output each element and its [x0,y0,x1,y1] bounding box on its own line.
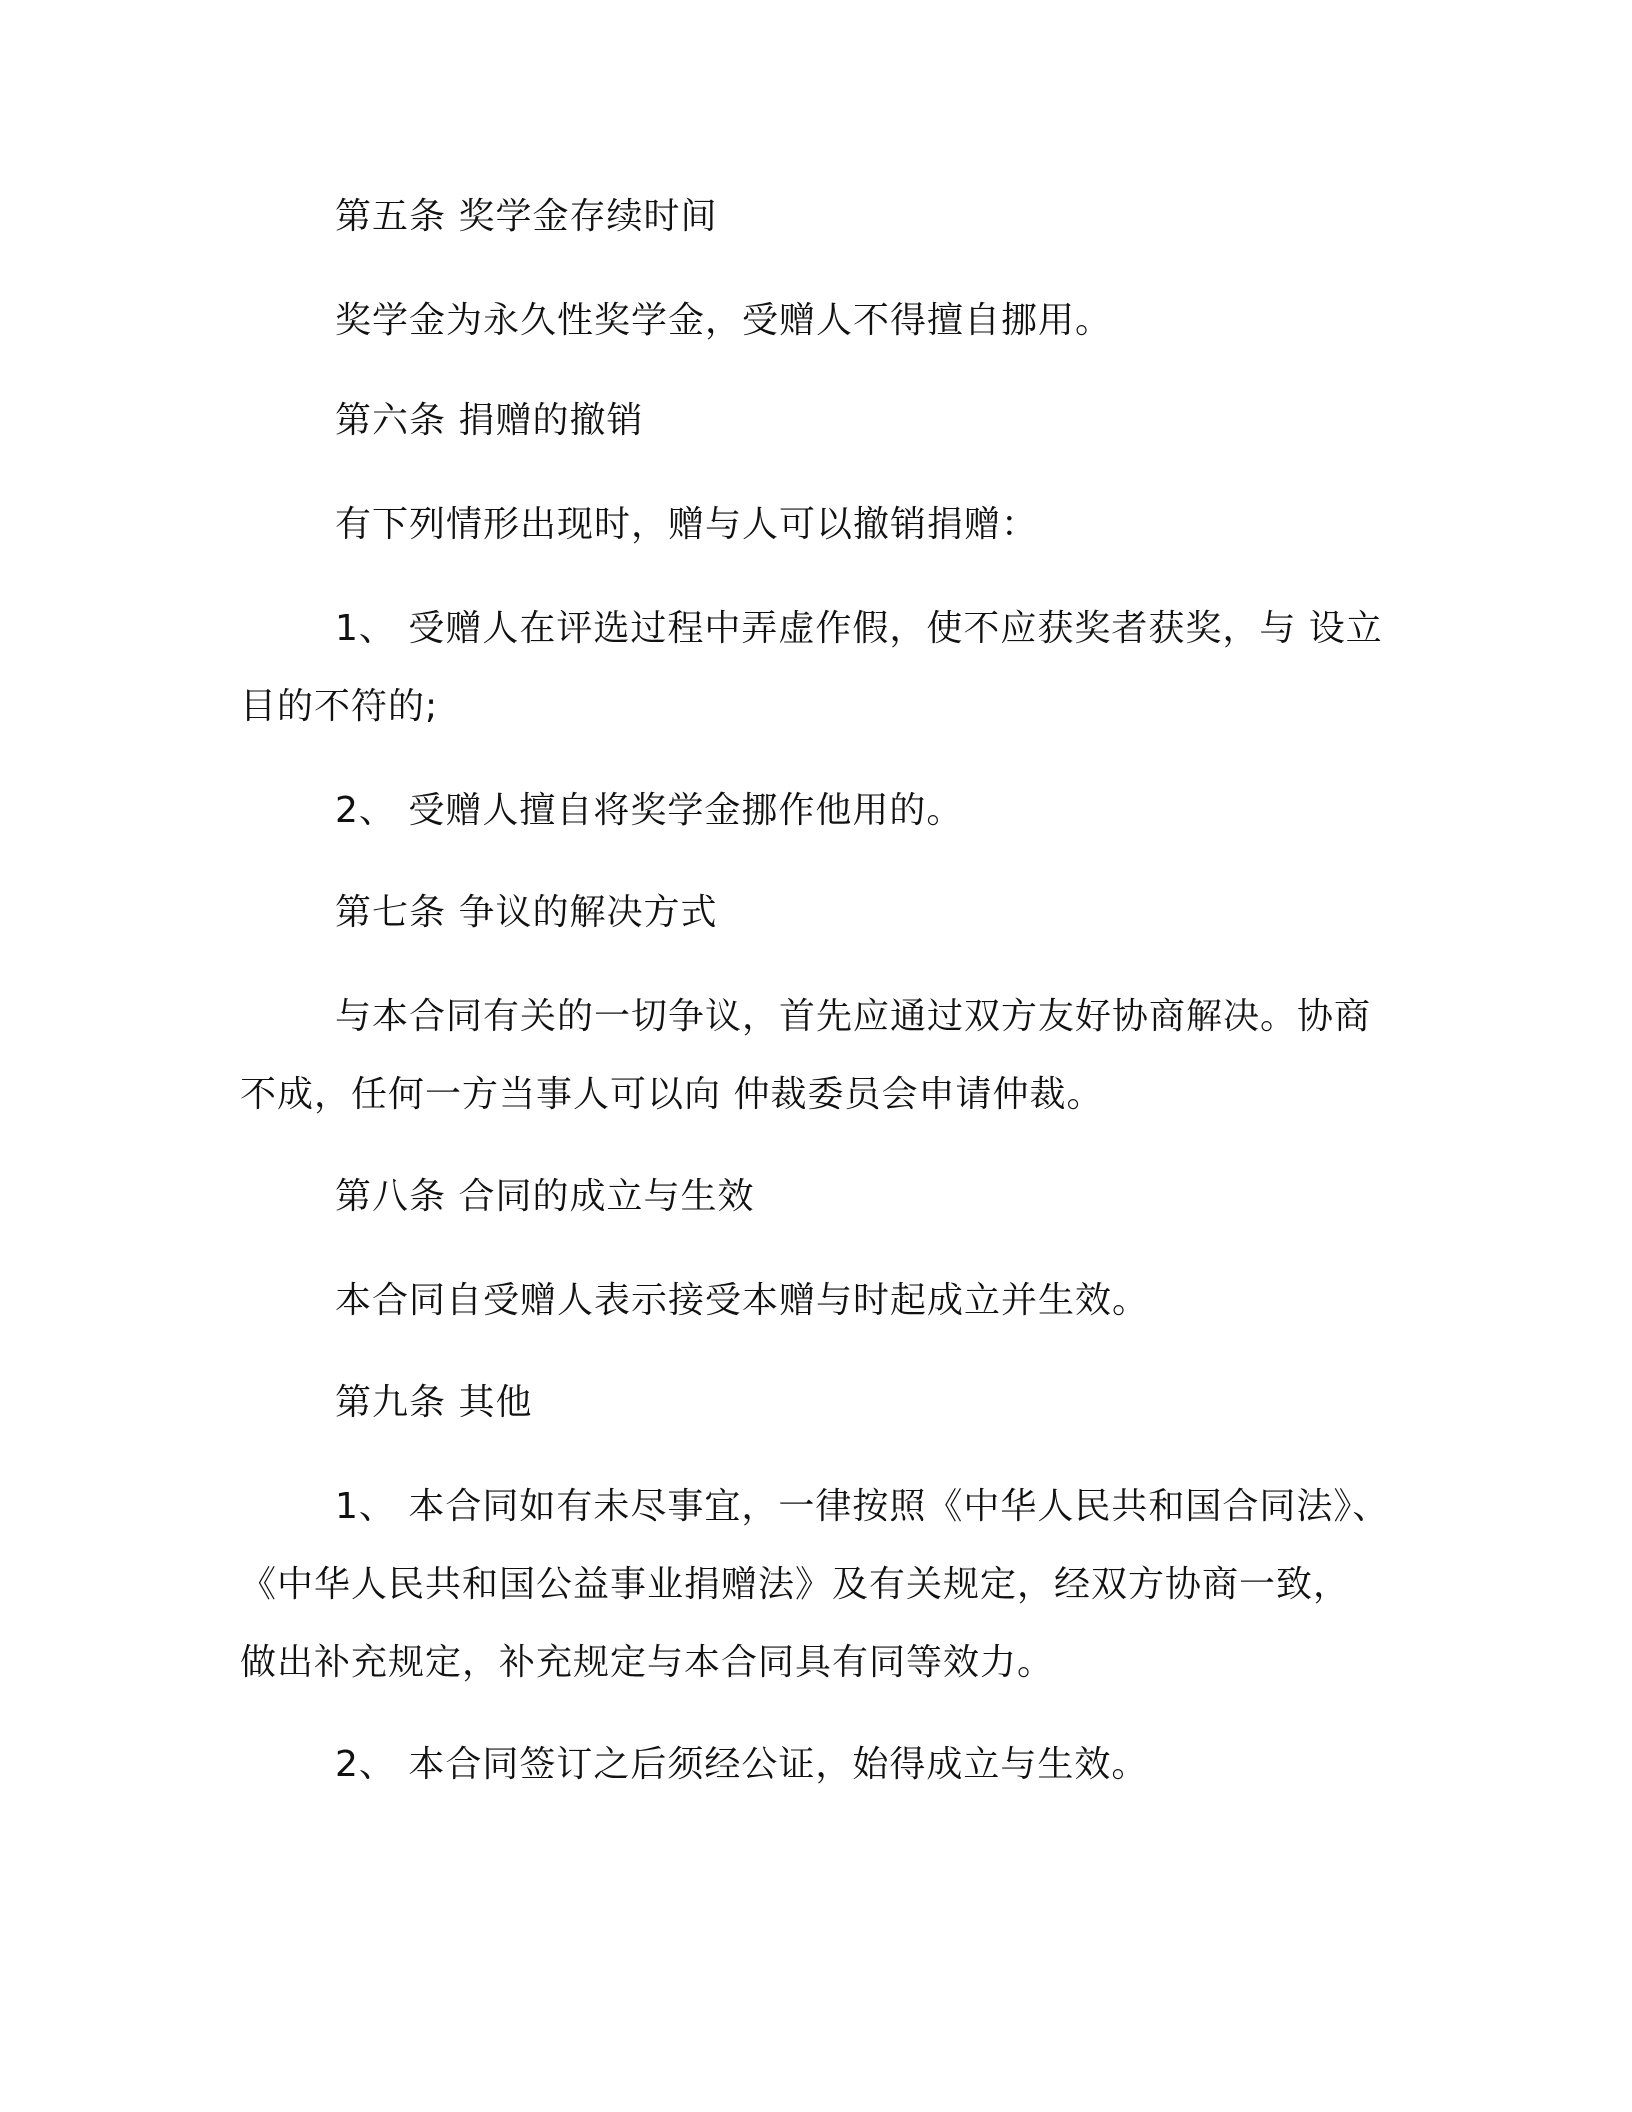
article-6-item-1-line-1: 1、 受赠人在评选过程中弄虚作假，使不应获奖者获奖，与 设立 [335,608,1383,649]
article-9-item-1-line-1: 1、 本合同如有未尽事宜，一律按照《中华人民共和国合同法》、 [335,1486,1390,1527]
article-7-heading: 第七条 争议的解决方式 [335,892,718,933]
article-8-heading: 第八条 合同的成立与生效 [335,1176,755,1217]
article-6-item-1-line-2: 目的不符的; [240,686,439,727]
article-9-heading: 第九条 其他 [335,1382,533,1423]
article-6-body: 有下列情形出现时，赠与人可以撤销捐赠： [335,504,1039,545]
article-9-item-1-line-2: 《中华人民共和国公益事业捐赠法》及有关规定，经双方协商一致， [240,1564,1351,1605]
article-5-heading: 第五条 奖学金存续时间 [335,196,718,237]
article-6-heading: 第六条 捐赠的撤销 [335,400,644,441]
article-7-body-line-1: 与本合同有关的一切争议，首先应通过双方友好协商解决。协商 [335,996,1372,1037]
article-8-body: 本合同自受赠人表示接受本赠与时起成立并生效。 [335,1280,1150,1321]
article-5-body: 奖学金为永久性奖学金，受赠人不得擅自挪用。 [335,300,1113,341]
article-9-item-1-line-3: 做出补充规定，补充规定与本合同具有同等效力。 [240,1642,1055,1683]
article-9-item-2: 2、 本合同签订之后须经公证，始得成立与生效。 [335,1744,1149,1785]
article-6-item-2: 2、 受赠人擅自将奖学金挪作他用的。 [335,790,964,831]
article-7-body-line-2: 不成，任何一方当事人可以向 仲裁委员会申请仲裁。 [240,1074,1104,1115]
